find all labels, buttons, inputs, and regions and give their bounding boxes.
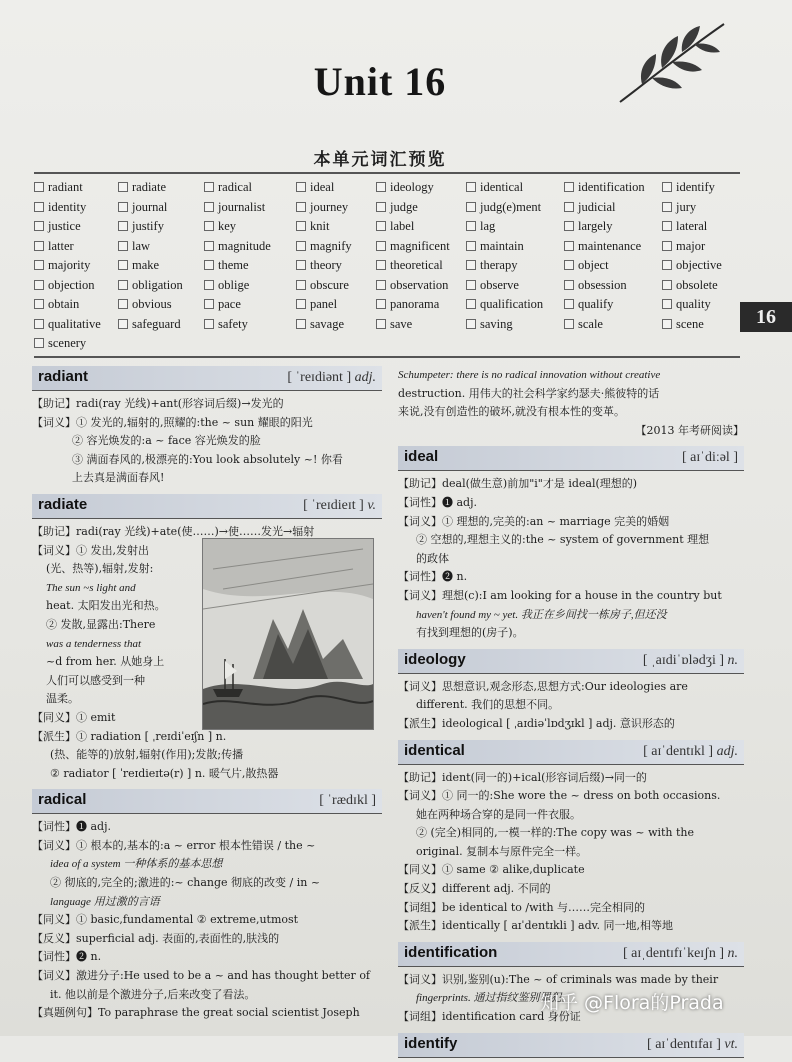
checkbox-icon: [564, 280, 574, 290]
vocab-word: lag: [480, 219, 496, 233]
vocab-word: radical: [218, 180, 253, 194]
vocab-item: [204, 297, 241, 312]
vocab-word: identification: [578, 180, 645, 194]
left-column: [32, 366, 382, 1023]
vocab-word: qualify: [578, 297, 614, 311]
headword: radiant: [38, 368, 89, 385]
entry-line: 【词义】① 发光的,辐射的,照耀的:the ~ sun 耀眼的阳光: [32, 415, 313, 429]
entry-line: 【同义】① same ② alike,duplicate: [398, 863, 585, 877]
vocab-item: [296, 239, 352, 254]
checkbox-icon: [204, 280, 214, 290]
entry-line: 【词义】理想(c):I am looking for a house in the country but: [398, 588, 722, 602]
vocab-word: magnificent: [390, 238, 450, 253]
exam-source: 【2013 年考研阅读】: [635, 423, 744, 437]
entry-line: 【真题例句】To paraphrase the great social scientist Joseph: [32, 1006, 360, 1020]
vocab-item: [662, 297, 711, 312]
checkbox-icon: [296, 280, 306, 290]
vocab-item: [34, 239, 74, 254]
vocab-item: [564, 180, 645, 195]
entry-line: 【词义】① 根本的,基本的:a ~ error 根本性错误 / the ~: [32, 838, 316, 852]
vocab-word: obsolete: [676, 277, 718, 292]
vocab-word: identity: [48, 199, 87, 214]
checkbox-icon: [662, 241, 672, 251]
right-column: [398, 366, 744, 1062]
vocab-word: judg(e)ment: [480, 199, 542, 214]
vocab-item: [204, 200, 265, 215]
vocab-word: panorama: [390, 297, 440, 311]
vocab-word: quality: [676, 297, 711, 311]
vocab-item: [204, 317, 248, 332]
entry-line: was a tenderness that: [46, 637, 142, 650]
vocab-item: [466, 317, 513, 332]
headword: ideology: [404, 650, 466, 668]
checkbox-icon: [296, 319, 306, 329]
vocab-word: observe: [480, 277, 519, 292]
entry-line: 人们可以感受到一种: [46, 673, 145, 687]
vocab-item: [296, 180, 334, 195]
page-number-tab: 16: [740, 302, 792, 332]
vocab-item: [118, 258, 159, 273]
checkbox-icon: [118, 202, 128, 212]
vocab-item: [204, 219, 236, 234]
vocab-word: obvious: [132, 297, 172, 311]
checkbox-icon: [466, 182, 476, 192]
checkbox-icon: [204, 182, 214, 192]
entry-line: 【词义】识别,鉴别(u):The ~ of criminals was made by their: [398, 972, 719, 986]
vocab-item: [466, 219, 495, 234]
checkbox-icon: [376, 260, 386, 270]
entry-header-ideal: [398, 446, 744, 471]
checkbox-icon: [204, 319, 214, 329]
vocab-item: [204, 180, 252, 195]
vocab-word: knit: [310, 219, 330, 233]
vocab-word: radiate: [132, 180, 167, 194]
checkbox-icon: [118, 319, 128, 329]
checkbox-icon: [34, 182, 44, 192]
entry-line: it. 他以前是个激进分子,后来改变了看法。: [50, 987, 256, 1001]
vocab-item: [662, 258, 722, 273]
vocab-item: [296, 297, 337, 312]
vocab-row: [34, 258, 744, 278]
vocab-word: savage: [310, 316, 345, 331]
entry-line: 【助记】radi(ray 光线)+ate(使……)→使……发光→辐射: [32, 524, 315, 538]
vocab-item: [34, 200, 86, 215]
entry-line: 【词义】① 同一的:She wore the ~ dress on both occasions.: [398, 789, 721, 803]
vocab-word: objective: [676, 258, 722, 272]
vocab-item: [118, 239, 150, 254]
checkbox-icon: [466, 299, 476, 309]
vocab-item: [564, 219, 612, 234]
vocab-item: [376, 200, 418, 215]
entry-line: 她在两种场合穿的是同一件衣服。: [416, 807, 581, 821]
vocab-word: judge: [390, 199, 418, 214]
checkbox-icon: [466, 241, 476, 251]
vocab-item: [466, 297, 543, 312]
checkbox-icon: [118, 299, 128, 309]
checkbox-icon: [296, 299, 306, 309]
checkbox-icon: [118, 260, 128, 270]
entry-header-identify: [398, 1033, 744, 1058]
vocab-item: [118, 200, 167, 215]
entry-line: ② radiator [ ˈreɪdieɪtə(r) ] n. 暖气片,散热器: [50, 766, 279, 780]
entry-line: ② 发散,显露出:There: [46, 617, 156, 631]
vocab-item: [118, 278, 183, 293]
vocab-row: [34, 200, 744, 220]
vocab-item: [466, 200, 541, 215]
vocab-item: [564, 317, 603, 332]
checkbox-icon: [34, 338, 44, 348]
headword: ideal: [404, 448, 439, 466]
vocab-word: justify: [132, 219, 164, 233]
checkbox-icon: [118, 221, 128, 231]
vocab-word: radiant: [48, 180, 83, 194]
checkbox-icon: [118, 280, 128, 290]
checkbox-icon: [296, 182, 306, 192]
vocab-word: ideology: [390, 180, 434, 194]
vocab-word: therapy: [480, 258, 518, 272]
checkbox-icon: [296, 221, 306, 231]
vocab-word: maintenance: [578, 238, 642, 253]
headword: radical: [38, 791, 87, 809]
checkbox-icon: [376, 299, 386, 309]
vocab-item: [296, 258, 342, 273]
vocab-item: [204, 239, 271, 254]
entry-line: 【词性】❶ adj.: [398, 495, 478, 509]
phonetic: [ aɪˌdentɪfɪˈkeɪʃn ] n.: [622, 945, 738, 961]
checkbox-icon: [204, 202, 214, 212]
vocab-item: [466, 239, 524, 254]
vocab-word: theoretical: [390, 258, 443, 272]
phonetic: [ ˈrædɪkl ]: [319, 793, 376, 809]
vocab-item: [564, 278, 627, 293]
entry-line: heat. 太阳发出光和热。: [46, 599, 166, 613]
entry-line: ② 彻底的,完全的;激进的:~ change 彻底的改变 / in ~: [50, 876, 321, 890]
vocab-row: [34, 239, 744, 259]
checkbox-icon: [662, 221, 672, 231]
vocab-word: pace: [218, 297, 241, 311]
entry-line: haven't found my ~ yet. 我正在乡间找一栋房子,但还没: [416, 608, 667, 621]
entry-line: 【词义】激进分子:He used to be a ~ and has thought better of: [32, 969, 371, 983]
entry-line: 【词性】❷ n.: [32, 950, 102, 964]
vocab-item: [466, 258, 517, 273]
entry-line: ② (完全)相同的,一模一样的:The copy was ~ with the: [416, 826, 695, 840]
checkbox-icon: [34, 241, 44, 251]
checkbox-icon: [376, 221, 386, 231]
entry-line: ~d from her. 从她身上: [46, 655, 165, 669]
vocab-row: [34, 219, 744, 239]
checkbox-icon: [466, 221, 476, 231]
vocab-word: ideal: [310, 180, 335, 194]
checkbox-icon: [564, 221, 574, 231]
entry-line: 温柔。: [46, 692, 79, 706]
phonetic: [ aɪˈdentɪkl ] adj.: [643, 743, 738, 759]
vocab-word: latter: [48, 238, 74, 253]
vocab-word: objection: [48, 277, 95, 292]
vocab-word: theme: [218, 258, 249, 272]
entry-header-identification: [398, 942, 744, 967]
checkbox-icon: [662, 319, 672, 329]
phonetic: [ ˌaɪdiˈɒlədʒi ] n.: [642, 652, 738, 668]
entry-line: 上去真是满面春风!: [72, 471, 165, 485]
phonetic: [ aɪˈdentɪfaɪ ] vt.: [647, 1036, 738, 1052]
vocab-word: observation: [390, 277, 449, 292]
vocab-word: obscure: [310, 277, 349, 292]
headword: identification: [404, 943, 498, 961]
checkbox-icon: [204, 221, 214, 231]
vocab-item: [376, 297, 439, 312]
checkbox-icon: [34, 280, 44, 290]
entry-header-radiate: [32, 494, 382, 519]
vocab-item: [466, 180, 523, 195]
checkbox-icon: [662, 260, 672, 270]
ship-storm-illustration: [202, 538, 374, 730]
checkbox-icon: [376, 202, 386, 212]
entry-line: 【助记】deal(做生意)前加"i"才是 ideal(理想的): [398, 477, 638, 491]
entry-line: 【助记】radi(ray 光线)+ant(形容词后缀)→发光的: [32, 397, 284, 410]
vocab-item: [662, 180, 715, 195]
vocab-item: [564, 297, 613, 312]
checkbox-icon: [564, 299, 574, 309]
checkbox-icon: [34, 221, 44, 231]
top-divider: [34, 172, 740, 174]
entry-line: ② 容光焕发的:a ~ face 容光焕发的脸: [72, 434, 261, 448]
vocab-item: [34, 219, 81, 234]
entry-header-radiant: [32, 366, 382, 391]
phonetic: [ ˈreɪdiənt ] adj.: [287, 370, 376, 385]
vocab-word: identical: [480, 180, 524, 194]
vocab-item: [34, 180, 83, 195]
entry-line: idea of a system 一种体系的基本思想: [50, 858, 223, 871]
entry-line: 来说,没有创造性的破坏,就没有根本性的变革。: [398, 405, 625, 419]
entry-line: 【反义】superficial adj. 表面的,表面性的,肤浅的: [32, 931, 280, 945]
checkbox-icon: [376, 241, 386, 251]
checkbox-icon: [376, 280, 386, 290]
vocab-word: lateral: [676, 219, 708, 233]
vocab-item: [376, 180, 434, 195]
vocab-word: jury: [676, 199, 697, 214]
vocab-item: [564, 258, 609, 273]
checkbox-icon: [564, 202, 574, 212]
entry-line: ③ 满面春风的,极漂亮的:You look absolutely ~! 你看: [72, 452, 343, 466]
vocab-word: obtain: [48, 297, 80, 311]
entry-line: (光、热等),辐射,发射:: [46, 562, 154, 576]
entry-line: 有找到理想的(房子)。: [416, 626, 524, 640]
entry-line: different. 我们的思想不同。: [416, 698, 560, 712]
vocab-word: majority: [48, 258, 91, 272]
vocab-item: [118, 317, 181, 332]
vocab-row: [34, 278, 744, 298]
vocab-word: obsession: [578, 277, 627, 292]
vocab-item: [376, 317, 412, 332]
checkbox-icon: [118, 241, 128, 251]
vocab-item: [376, 278, 448, 293]
vocab-word: maintain: [480, 238, 524, 253]
checkbox-icon: [296, 260, 306, 270]
vocab-preview-heading: 本单元词汇预览: [313, 150, 447, 170]
vocab-item: [662, 219, 707, 234]
vocab-item: [376, 258, 443, 273]
entry-line: original. 复制本与原件完全一样。: [416, 844, 588, 858]
vocab-item: [296, 278, 349, 293]
checkbox-icon: [34, 202, 44, 212]
checkbox-icon: [662, 280, 672, 290]
vocab-item: [118, 297, 172, 312]
entry-line: 【反义】different adj. 不同的: [398, 882, 551, 896]
entry-line: 【同义】① basic,fundamental ② extreme,utmost: [32, 913, 299, 927]
vocab-item: [204, 278, 249, 293]
vocab-word: object: [578, 258, 609, 272]
vocab-preview-list: [34, 180, 744, 356]
vocab-item: [662, 317, 704, 332]
entry-header-identical: [398, 740, 744, 765]
vocab-item: [296, 219, 329, 234]
vocab-word: panel: [310, 297, 338, 311]
entry-line: The sun ~s light and: [46, 581, 136, 594]
vocab-row: [34, 180, 744, 200]
entry-line: 【词性】❷ n.: [398, 570, 468, 584]
entry-header-radical: [32, 789, 382, 814]
vocab-word: law: [132, 238, 151, 253]
vocab-item: [34, 297, 79, 312]
vocab-item: [204, 258, 249, 273]
checkbox-icon: [564, 319, 574, 329]
unit-title: Unit 16: [313, 59, 447, 104]
vocab-item: [662, 278, 718, 293]
vocab-item: [376, 219, 414, 234]
vocab-word: obligation: [132, 277, 183, 292]
vocab-word: label: [390, 219, 415, 233]
vocab-item: [662, 200, 696, 215]
phonetic: [ ˈreɪdieɪt ] v.: [303, 497, 376, 513]
entry-line: 【同义】① emit: [32, 710, 116, 724]
entry-line: 【派生】① radiation [ ˌreɪdiˈeɪʃn ] n.: [32, 729, 227, 743]
vocab-word: magnitude: [218, 238, 271, 253]
entry-line: language 用过激的言语: [50, 895, 160, 908]
vocab-word: save: [390, 316, 413, 331]
checkbox-icon: [466, 319, 476, 329]
vocab-item: [296, 200, 348, 215]
checkbox-icon: [118, 182, 128, 192]
vocab-word: journey: [310, 199, 349, 214]
vocab-row: [34, 297, 744, 317]
checkbox-icon: [564, 260, 574, 270]
vocab-item: [662, 239, 705, 254]
vocab-item: [564, 239, 641, 254]
vocab-word: judicial: [578, 199, 616, 214]
vocab-word: safety: [218, 316, 248, 331]
entry-line: 【词义】思想意识,观念形态,思想方式:Our ideologies are: [398, 679, 688, 693]
vocab-word: largely: [578, 219, 613, 233]
vocab-item: [564, 200, 616, 215]
entry-line: fingerprints. 通过指纹鉴别罪犯。: [416, 992, 573, 1005]
vocab-word: qualitative: [48, 316, 101, 331]
vocab-word: scene: [676, 316, 704, 331]
vocab-item: [466, 278, 519, 293]
vocab-word: scenery: [48, 336, 87, 350]
bottom-divider: [34, 356, 740, 358]
checkbox-icon: [466, 202, 476, 212]
checkbox-icon: [466, 280, 476, 290]
headword: identical: [404, 741, 465, 759]
entry-line: 的政体: [416, 551, 449, 565]
vocab-row: [34, 317, 744, 337]
checkbox-icon: [296, 202, 306, 212]
headword: radiate: [38, 495, 88, 513]
vocab-item: [34, 258, 90, 273]
checkbox-icon: [204, 241, 214, 251]
vocab-word: journal: [132, 199, 168, 214]
vocab-word: oblige: [218, 277, 250, 292]
vocab-item: [34, 278, 95, 293]
vocab-word: make: [132, 258, 160, 272]
vocab-item: [34, 336, 86, 351]
checkbox-icon: [34, 319, 44, 329]
entry-line: Schumpeter: there is no radical innovation without creative: [398, 369, 661, 381]
checkbox-icon: [662, 202, 672, 212]
vocab-word: scale: [578, 316, 603, 331]
entry-line: destruction. 用伟大的社会科学家约瑟夫·熊彼特的话: [398, 386, 660, 400]
entry-header-ideology: [398, 649, 744, 674]
entry-line: 【词组】be identical to /with 与……完全相同的: [398, 900, 646, 914]
entry-line: 【派生】identically [ aɪˈdentɪkli ] adv. 同一地,相等地: [398, 919, 674, 933]
checkbox-icon: [662, 299, 672, 309]
checkbox-icon: [564, 241, 574, 251]
vocab-item: [376, 239, 450, 254]
phonetic: [ aɪˈdiːəl ]: [682, 450, 738, 466]
checkbox-icon: [466, 260, 476, 270]
vocab-word: magnify: [310, 238, 352, 253]
entry-line: ② 空想的,理想主义的:the ~ system of government 理想: [416, 533, 710, 547]
vocab-item: [118, 219, 164, 234]
entry-line: 【助记】ident(同一的)+ical(形容词后缀)→同一的: [398, 770, 647, 784]
checkbox-icon: [204, 299, 214, 309]
vocab-item: [118, 180, 166, 195]
checkbox-icon: [564, 182, 574, 192]
vocab-item: [296, 317, 344, 332]
checkbox-icon: [376, 182, 386, 192]
vocab-word: justice: [48, 219, 81, 233]
checkbox-icon: [204, 260, 214, 270]
checkbox-icon: [662, 182, 672, 192]
vocab-word: journalist: [218, 199, 266, 214]
entry-line: 【词性】❶ adj.: [32, 820, 112, 834]
entry-line: 【派生】ideological [ ˌaɪdiəˈlɒdʒɪkl ] adj. 意识形态的: [398, 716, 675, 730]
vocab-word: key: [218, 219, 237, 233]
vocab-word: major: [676, 238, 706, 253]
vocab-word: safeguard: [132, 316, 181, 331]
entry-line: 【词义】① 发出,发射出: [32, 543, 149, 557]
vocab-word: qualification: [480, 297, 544, 311]
watermark: 知乎 @Flora的Prada: [540, 992, 724, 1014]
checkbox-icon: [34, 260, 44, 270]
vocab-row: [34, 336, 744, 356]
entry-line: 【词义】① 理想的,完美的:an ~ marriage 完美的婚姻: [398, 514, 670, 528]
entry-line: 【词组】identification card 身份证: [398, 1010, 581, 1024]
entry-line: (热、能等的)放射,辐射(作用);发散;传播: [50, 748, 244, 762]
vocab-word: identify: [676, 180, 715, 194]
vocab-item: [34, 317, 101, 332]
checkbox-icon: [376, 319, 386, 329]
checkbox-icon: [296, 241, 306, 251]
checkbox-icon: [34, 299, 44, 309]
vocab-word: theory: [310, 258, 342, 272]
vocab-word: saving: [480, 316, 513, 331]
headword: identify: [404, 1034, 458, 1052]
